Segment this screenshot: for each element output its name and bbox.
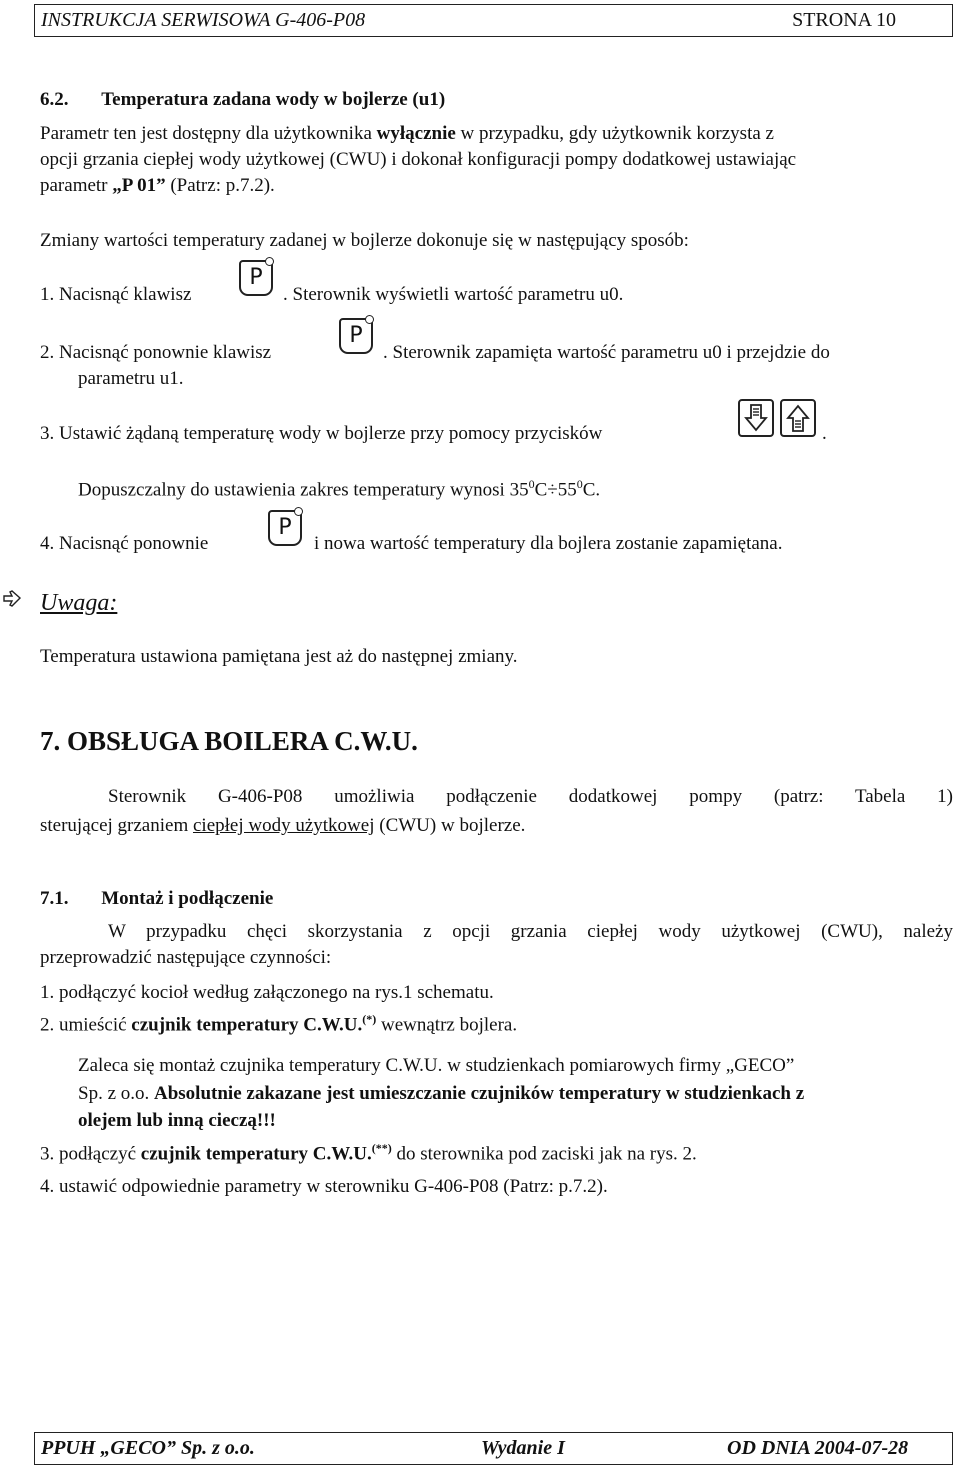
text-run: wewnątrz bojlera. [376,1014,518,1036]
recommendation-line1: Zaleca się montaż czujnika temperatury C.W.U. w studzienkach pomiarowych firmy „GECO” [78,1055,795,1076]
text-run: Sp. z o.o. [78,1083,154,1104]
p-key-icon [268,510,302,546]
step-2-text-c: parametru u1. [78,368,184,389]
list-item-1: 1. podłączyć kocioł według załączonego na rys.1 schematu. [40,982,494,1003]
temperature-range [78,477,600,501]
recommendation-line3: olejem lub inną cieczą!!! [78,1110,276,1131]
footer-company: PPUH „GECO” Sp. z o.o. [41,1437,255,1459]
footer-date: OD DNIA 2004-07-28 [727,1437,909,1459]
text-run: (Patrz: p.7.2). [165,175,275,196]
section-6-2-para-line2: opcji grzania ciepłej wody użytkowej (CWU) i dokonał konfiguracji pompy dodatkowej ustawiając [40,149,797,170]
p-key-label: P [249,265,263,290]
step-4-text-a: 4. Nacisnąć ponownie [40,533,209,554]
section-6-2-para-line1 [40,123,774,145]
superscript: 0 [576,477,583,491]
section-6-2-para-line3 [40,175,275,197]
page-header [34,4,953,37]
text-run: parametr [40,175,113,196]
section-6-2-title: Temperatura zadana wody w bojlerze (u1) [101,89,446,110]
section-7-para-line2 [40,815,525,837]
list-item-3 [40,1141,697,1165]
step-1-text-a: 1. Nacisnąć klawisz [40,284,192,305]
arrow-up-icon [782,401,814,435]
step-4-text-b: i nowa wartość temperatury dla bojlera zostanie zapamiętana. [314,533,783,554]
recommendation-line2 [78,1083,804,1105]
page-footer [34,1432,953,1465]
superscript: (*) [362,1012,377,1026]
text-bold: czujnik temperatury C.W.U. [131,1014,363,1036]
arrow-down-icon [740,401,772,435]
text-run: w przypadku, gdy użytkownik korzysta z [455,123,774,144]
text-bold: „P 01” [112,175,166,196]
header-title: INSTRUKCJA SERWISOWA G-406-P08 [41,9,366,31]
step-3-text-b: . [822,423,827,444]
footer-edition: Wydanie I [481,1437,565,1459]
text-run: 3. podłączyć [40,1143,141,1165]
text-run: do sterownika pod zaciski jak na rys. 2. [391,1143,697,1165]
list-item-2 [40,1012,517,1036]
text-underlined: ciepłej wody użytkowej [192,815,375,836]
p-key-label: P [278,515,292,540]
superscript: 0 [528,477,535,491]
p-key-icon [339,318,373,354]
step-2-text-b: . Sterownik zapamięta wartość parametru u0 i przejdzie do [383,342,830,363]
note-label: Uwaga: [40,590,118,616]
pointing-hand-icon [2,588,24,610]
text-bold: wyłącznie [376,123,456,144]
arrow-up-key-icon [780,399,816,437]
section-6-2-number: 6.2. [40,89,69,110]
text-run: (CWU) w bojlerze. [374,815,526,836]
list-item-4: 4. ustawić odpowiednie parametry w sterowniku G-406-P08 (Patrz: p.7.2). [40,1176,608,1197]
section-7-1-number: 7.1. [40,888,69,909]
p-key-label: P [349,323,363,348]
section-7-1-heading [40,888,273,910]
section-6-2-heading [40,89,445,111]
section-7-1-para-line1: W przypadku chęci skorzystania z opcji grzania ciepłej wody użytkowej (CWU), należy [108,921,953,942]
p-key-icon [239,260,273,296]
section-7-1-title: Montaż i podłączenie [101,888,274,909]
step-3-text-a: 3. Ustawić żądaną temperaturę wody w bojlerze przy pomocy przycisków [40,423,603,444]
text-run: Dopuszczalny do ustawienia zakres temperatury wynosi 35 [78,479,529,501]
text-run: C÷55 [534,479,577,501]
text-run: 2. umieścić [40,1014,132,1036]
step-1-text-b: . Sterownik wyświetli wartość parametru u0. [283,284,624,305]
text-run: Parametr ten jest dostępny dla użytkownika [40,123,377,144]
step-2-text-a: 2. Nacisnąć ponownie klawisz [40,342,272,363]
text-bold: czujnik temperatury C.W.U. [140,1143,372,1165]
superscript: (**) [371,1141,392,1155]
section-6-2-para2: Zmiany wartości temperatury zadanej w bojlerze dokonuje się w następujący sposób: [40,230,689,251]
section-7-para-line1: Sterownik G-406-P08 umożliwia podłączenie dodatkowej pompy (patrz: Tabela 1) [108,786,953,807]
header-page-number: STRONA 10 [792,9,896,31]
section-7-1-para-line2: przeprowadzić następujące czynności: [40,947,332,968]
text-run: C. [582,479,601,501]
text-run: sterującej grzaniem [40,815,193,836]
warning-text: Absolutnie zakazane jest umieszczanie czujników temperatury w studzienkach z [154,1083,805,1104]
section-7-heading: 7. OBSŁUGA BOILERA C.W.U. [40,726,418,756]
note-text: Temperatura ustawiona pamiętana jest aż do następnej zmiany. [40,646,518,667]
arrow-down-key-icon [738,399,774,437]
